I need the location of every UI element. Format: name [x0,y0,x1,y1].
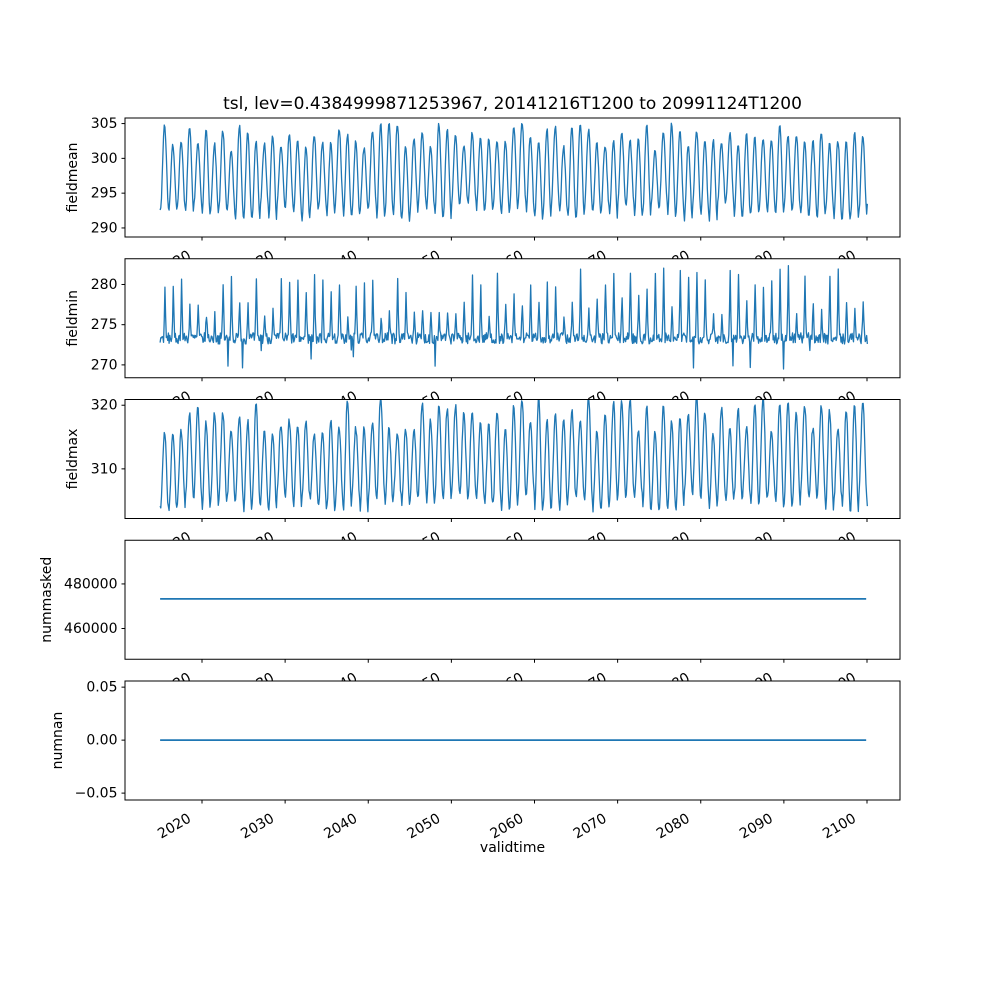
x-tick-label: 2070 [570,810,610,843]
y-tick-label: 310 [90,461,118,478]
x-tick-label: 2080 [653,810,693,843]
x-tick-label: 2090 [737,810,776,843]
subplot-nummasked [39,540,900,701]
y-tick-label: 275 [90,317,118,334]
y-axis-label-fieldmin: fieldmin [65,289,81,347]
y-tick-label: 290 [90,220,118,237]
y-axis-label-fieldmax: fieldmax [65,428,81,490]
y-tick-label: 460000 [64,620,118,637]
y-tick-label: 320 [90,397,118,414]
x-tick-label: 2060 [487,810,527,843]
figure-title: tsl, lev=0.4384999871253967, 20141216T1200 to 20991124T1200 [223,94,802,114]
x-tick-label: 2040 [321,810,361,843]
plot-area [125,540,900,659]
subplot-numnan [50,680,900,843]
x-tick-label: 2030 [238,810,278,843]
y-tick-label: −0.05 [74,785,118,802]
subplot-fieldmean [65,116,900,279]
subplot-fieldmax [65,395,900,561]
y-tick-label: 270 [90,357,118,374]
x-tick-label: 2050 [404,810,444,843]
y-tick-label: 305 [90,116,118,133]
y-axis-label-nummasked: nummasked [39,556,55,643]
y-tick-label: 280 [90,276,118,293]
x-axis-label: validtime [479,840,546,856]
y-axis-label-numnan: numnan [50,711,66,770]
subplot-fieldmin [65,259,900,420]
y-tick-label: 295 [90,185,118,202]
y-tick-label: 300 [90,150,118,167]
y-tick-label: 0.00 [86,732,118,749]
x-tick-label: 2020 [155,810,194,843]
x-tick-label: 2100 [820,810,859,843]
y-axis-label-fieldmean: fieldmean [65,142,81,213]
y-tick-label: 480000 [64,576,118,593]
y-tick-label: 0.05 [86,679,118,696]
